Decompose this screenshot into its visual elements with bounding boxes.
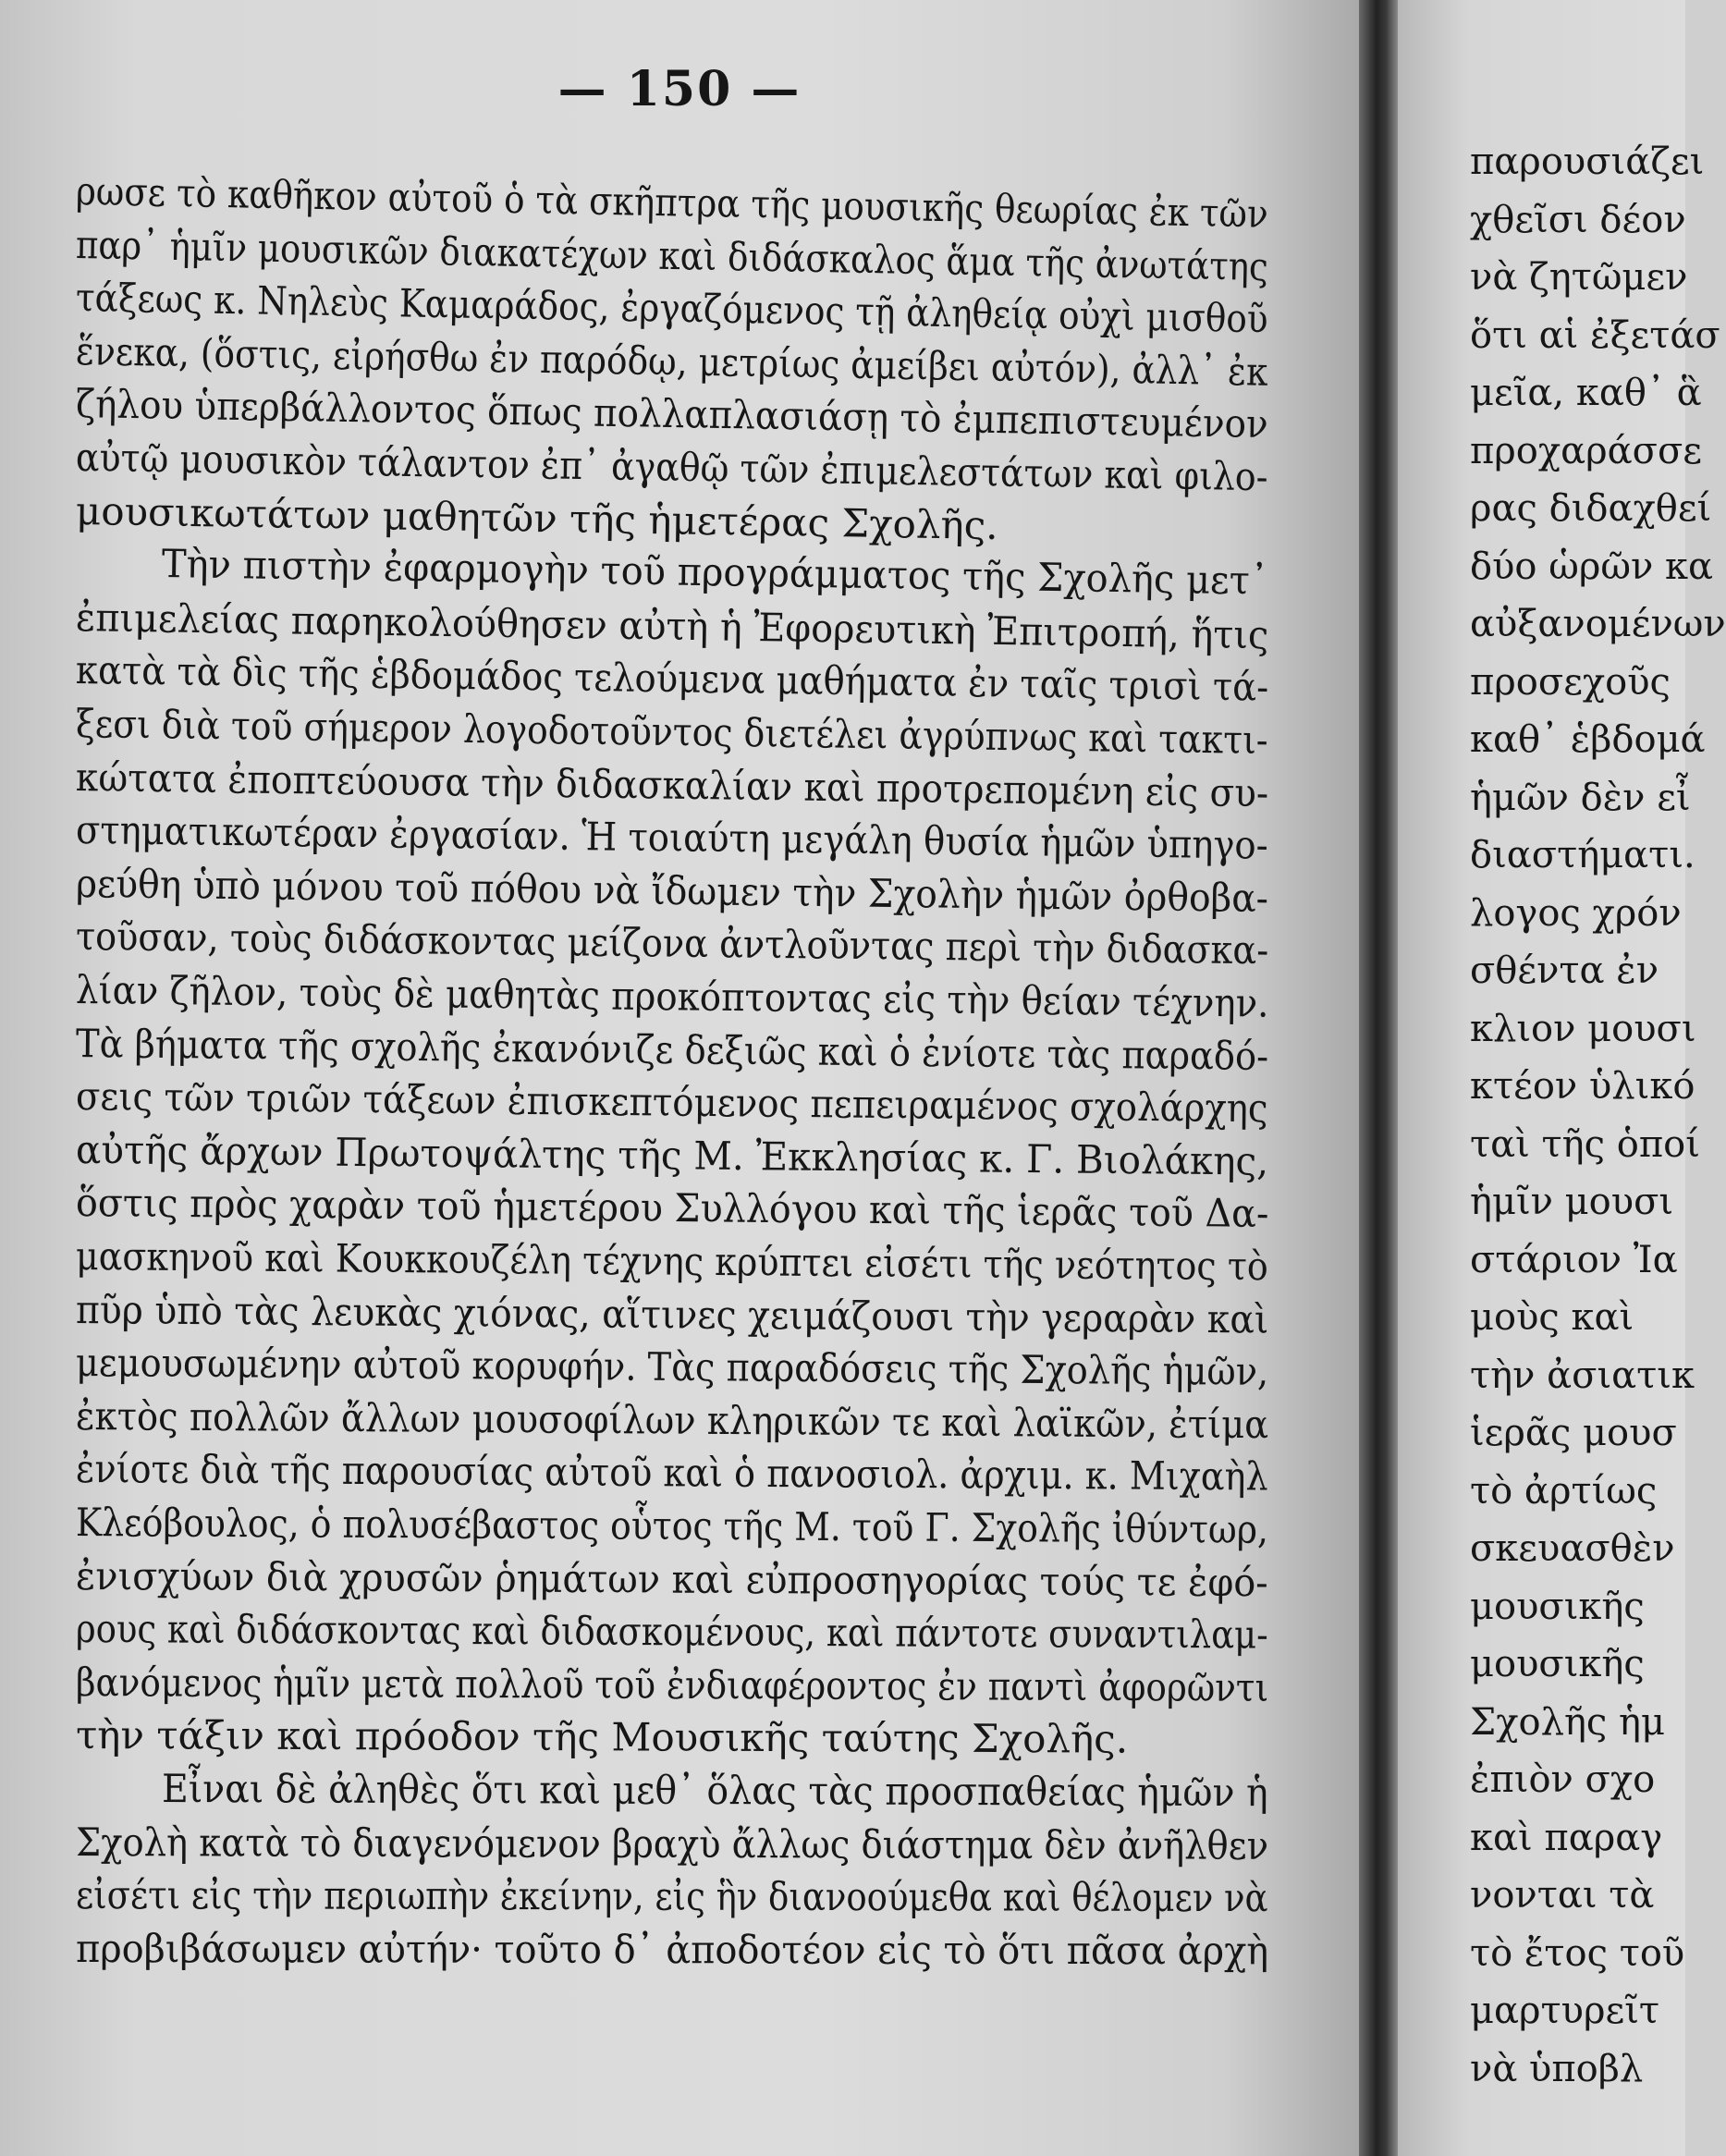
facing-text-line: ἐπιὸν σχο — [1470, 1758, 1656, 1801]
text-line: μεμουσωμένην αὐτοῦ κορυφήν. Τὰς παραδόσεις τῆς Σχολῆς ἡμῶν, — [75, 1340, 1269, 1395]
text-line: βανόμενος ἡμῖν μετὰ πολλοῦ τοῦ ἐνδιαφέροντος ἐν παντὶ ἀφορῶντι — [75, 1659, 1269, 1710]
text-line: ζήλου ὑπερβάλλοντος ὅπως πολλαπλασιάσῃ τὸ ἐμπεπιστευμένον — [75, 381, 1269, 447]
book-gutter — [1359, 0, 1398, 2156]
text-line: κώτατα ἐποπτεύουσα τὴν διδασκαλίαν καὶ προτρεπομένη εἰς συ- — [75, 753, 1269, 815]
facing-text-line: μοὺς καὶ — [1470, 1296, 1634, 1339]
facing-text-line: μαρτυρεῖτ — [1470, 1990, 1660, 2032]
text-line: ἐνισχύων διὰ χρυσῶν ῥημάτων καὶ εὐπροσηγορίας τούς τε ἐφό- — [75, 1552, 1268, 1605]
text-line: αὐτῷ μουσικὸν τάλαντον ἐπ᾽ ἀγαθῷ τῶν ἐπιμελεστάτων καὶ φιλο- — [75, 435, 1268, 500]
text-line: τὴν τάξιν καὶ πρόοδον τῆς Μουσικῆς ταύτης Σχολῆς. — [75, 1712, 1129, 1762]
facing-text-line: σθέντα ἐν — [1470, 949, 1659, 992]
text-line: Τὴν πιστὴν ἐφαρμογὴν τοῦ προγράμματος τῆς Σχολῆς μετ᾽ — [161, 541, 1269, 604]
facing-text-line: κλιον μουσι — [1470, 1007, 1696, 1050]
facing-text-line: ἡμῖν μουσι — [1470, 1181, 1674, 1223]
text-line: ρωσε τὸ καθῆκον αὐτοῦ ὁ τὰ σκῆπτρα τῆς μουσικῆς θεωρίας ἐκ τῶν — [75, 168, 1269, 237]
facing-text-line: νονται τὰ — [1470, 1874, 1655, 1917]
facing-text-line: Σχολῆς ἡμ — [1470, 1700, 1665, 1744]
facing-text-line: μεῖα, καθ᾽ ἃ — [1470, 372, 1702, 414]
text-line: ἐκτὸς πολλῶν ἄλλων μουσοφίλων κληρικῶν τε καὶ λαϊκῶν, ἐτίμα — [75, 1392, 1269, 1448]
text-line: Τὰ βήματα τῆς σχολῆς ἐκανόνιζε δεξιῶς καὶ ὁ ἐνίοτε τὰς παραδό- — [75, 1020, 1269, 1079]
facing-text-line: διαστήματι. — [1470, 834, 1695, 876]
text-line: τάξεως κ. Νηλεὺς Καμαράδος, ἐργαζόμενος τῇ ἀληθείᾳ οὐχὶ μισθοῦ — [75, 275, 1269, 342]
facing-page — [1398, 0, 1726, 2156]
text-line: ἕνεκα, (ὅστις, εἰρήσθω ἐν παρόδῳ, μετρίως ἀμείβει αὐτόν), ἀλλ᾽ ἐκ — [75, 327, 1268, 395]
facing-text-line: κτέον ὑλικό — [1470, 1065, 1695, 1108]
text-line: μασκηνοῦ καὶ Κουκκουζέλη τέχνης κρύπτει εἰσέτι τῆς νεότητος τὸ — [75, 1233, 1269, 1290]
facing-text-line: σκευασθὲν — [1470, 1527, 1675, 1570]
text-line: προβιβάσωμεν αὐτήν· τοῦτο δ᾽ ἀποδοτέον εἰς τὸ ὅτι πᾶσα ἀρχὴ — [75, 1925, 1269, 1974]
facing-text-line: μουσικῆς — [1470, 1643, 1645, 1685]
text-line: εἰσέτι εἰς τὴν περιωπὴν ἐκείνην, εἰς ἣν διανοούμεθα καὶ θέλομεν νὰ — [75, 1872, 1268, 1921]
text-line: πῦρ ὑπὸ τὰς λευκὰς χιόνας, αἵτινες χειμάζουσι τὴν γεραρὰν καὶ — [75, 1286, 1269, 1342]
facing-text-line: στάριον Ἰα — [1470, 1238, 1678, 1281]
facing-text-line: νὰ ὑποβλ — [1470, 2047, 1644, 2090]
facing-text-line: δύο ὡρῶν κα — [1470, 545, 1713, 588]
text-line: μουσικωτάτων μαθητῶν τῆς ἡμετέρας Σχολῆς. — [75, 487, 998, 548]
facing-text-line: λογος χρόν — [1470, 891, 1682, 935]
text-line: τοῦσαν, τοὺς διδάσκοντας μείζονα ἀντλοῦντας περὶ τὴν διδασκα- — [75, 913, 1269, 974]
facing-text-line: προχαράσσε — [1470, 429, 1702, 472]
facing-text-line: ταὶ τῆς ὁποί — [1470, 1122, 1700, 1166]
text-line: αὐτῆς ἄρχων Πρωτοψάλτης τῆς Μ. Ἐκκλησίας κ. Γ. Βιολάκης, — [75, 1126, 1269, 1184]
facing-text-line: ρας διδαχθεί — [1470, 487, 1712, 530]
facing-text-line: τὸ ἔτος τοῦ — [1470, 1931, 1685, 1975]
facing-text-line: αὐξανομένων — [1470, 603, 1726, 645]
facing-text-line: ἱερᾶς μουσ — [1470, 1412, 1677, 1454]
text-line: Σχολὴ κατὰ τὸ διαγενόμενον βραχὺ ἄλλως διάστημα δὲν ἀνῆλθεν — [75, 1819, 1269, 1868]
text-line: ἐπιμελείας παρηκολούθησεν αὐτὴ ἡ Ἐφορευτικὴ Ἐπιτροπή, ἥτις — [75, 594, 1269, 658]
text-line: παρ᾽ ἡμῖν μουσικῶν διακατέχων καὶ διδάσκαλος ἅμα τῆς ἀνωτάτης — [75, 221, 1269, 289]
text-line: Κλεόβουλος, ὁ πολυσέβαστος οὗτος τῆς Μ. τοῦ Γ. Σχολῆς ἰθύντωρ, — [75, 1500, 1269, 1552]
facing-text-line: ἡμῶν δὲν εἶ — [1470, 776, 1691, 819]
text-line: σεις τῶν τριῶν τάξεων ἐπισκεπτόμενος πεπειραμένος σχολάρχης — [75, 1073, 1268, 1132]
facing-text-line: τὴν ἀσιατικ — [1470, 1354, 1695, 1397]
text-line: ἐνίοτε διὰ τῆς παρουσίας αὐτοῦ καὶ ὁ πανοσιολ. ἀρχιμ. κ. Μιχαὴλ — [75, 1446, 1268, 1500]
page-number: — 150 — — [557, 61, 802, 117]
facing-text-line: προσεχοῦς — [1470, 660, 1671, 704]
text-line: λίαν ζῆλον, τοὺς δὲ μαθητὰς προκόπτοντας εἰς τὴν θείαν τέχνην. — [75, 967, 1269, 1026]
text-line: στηματικωτέραν ἐργασίαν. Ἡ τοιαύτη μεγάλη θυσία ἡμῶν ὑπηγο- — [75, 807, 1268, 868]
text-line: ὅστις πρὸς χαρὰν τοῦ ἡμετέρου Συλλόγου καὶ τῆς ἱερᾶς τοῦ Δα- — [75, 1180, 1269, 1237]
facing-text-line: καὶ παραγ — [1470, 1816, 1663, 1859]
text-line: ρους καὶ διδάσκοντας καὶ διδασκομένους, καὶ πάντοτε συναντιλαμ- — [75, 1606, 1268, 1658]
facing-text-line: ὅτι αἱ ἐξετάσ — [1470, 313, 1720, 357]
text-line: Εἶναι δὲ ἀληθὲς ὅτι καὶ μεθ᾽ ὅλας τὰς προσπαθείας ἡμῶν ἡ — [161, 1766, 1268, 1816]
facing-text-line: καθ᾽ ἑβδομά — [1470, 718, 1706, 761]
facing-text-line: χθεῖσι δέον — [1470, 198, 1686, 241]
text-line: κατὰ τὰ δὶς τῆς ἑβδομάδος τελούμενα μαθήματα ἐν ταῖς τρισὶ τά- — [75, 647, 1269, 711]
facing-text-line: μουσικῆς — [1470, 1585, 1645, 1628]
text-line: ξεσι διὰ τοῦ σήμερον λογοδοτοῦντος διετέλει ἀγρύπνως καὶ τακτι- — [75, 701, 1268, 764]
facing-text-line: νὰ ζητῶμεν — [1470, 256, 1688, 299]
facing-text-line: παρουσιάζει — [1470, 141, 1705, 183]
facing-text-line: τὸ ἀρτίως — [1470, 1469, 1658, 1513]
text-line: ρεύθη ὑπὸ μόνου τοῦ πόθου νὰ ἴδωμεν τὴν Σχολὴν ἡμῶν ὀρθοβα- — [75, 860, 1269, 921]
